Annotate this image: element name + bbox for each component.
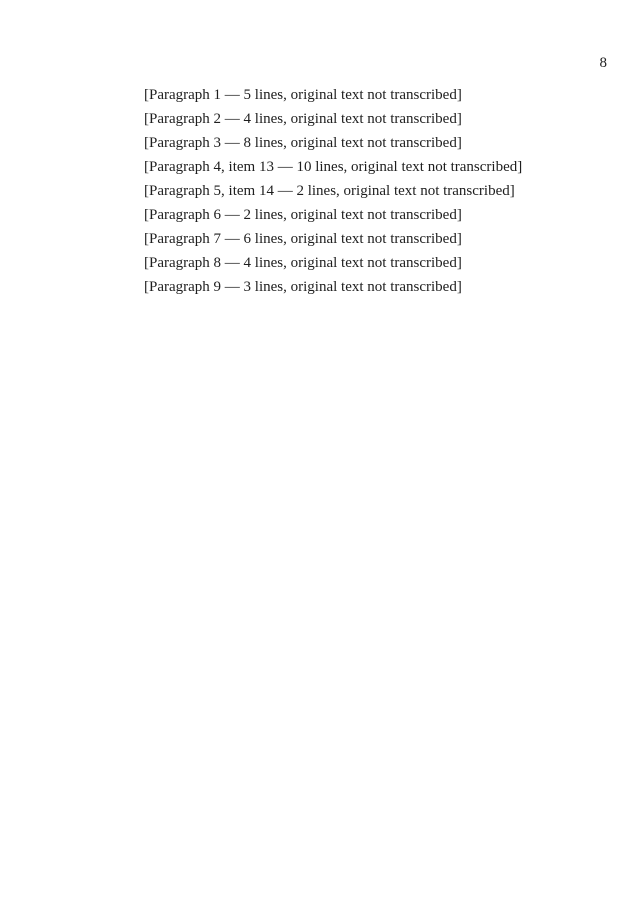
paragraph: [Paragraph 7 — 6 lines, original text not transcribed]: [144, 231, 462, 247]
paragraph: [Paragraph 5, item 14 — 2 lines, original text not transcribed]: [144, 183, 515, 199]
paragraph: [Paragraph 2 — 4 lines, original text not transcribed]: [144, 111, 462, 127]
paragraph: [Paragraph 1 — 5 lines, original text not transcribed]: [144, 87, 462, 103]
paragraph: [Paragraph 4, item 13 — 10 lines, original text not transcribed]: [144, 159, 523, 175]
paragraph: [Paragraph 8 — 4 lines, original text not transcribed]: [144, 255, 462, 271]
page-number: 8: [599, 55, 607, 71]
paragraph: [Paragraph 6 — 2 lines, original text not transcribed]: [144, 207, 462, 223]
document-body: [86, 86, 600, 302]
paragraph: [Paragraph 3 — 8 lines, original text not transcribed]: [144, 135, 462, 151]
paragraph: [Paragraph 9 — 3 lines, original text not transcribed]: [144, 279, 462, 295]
